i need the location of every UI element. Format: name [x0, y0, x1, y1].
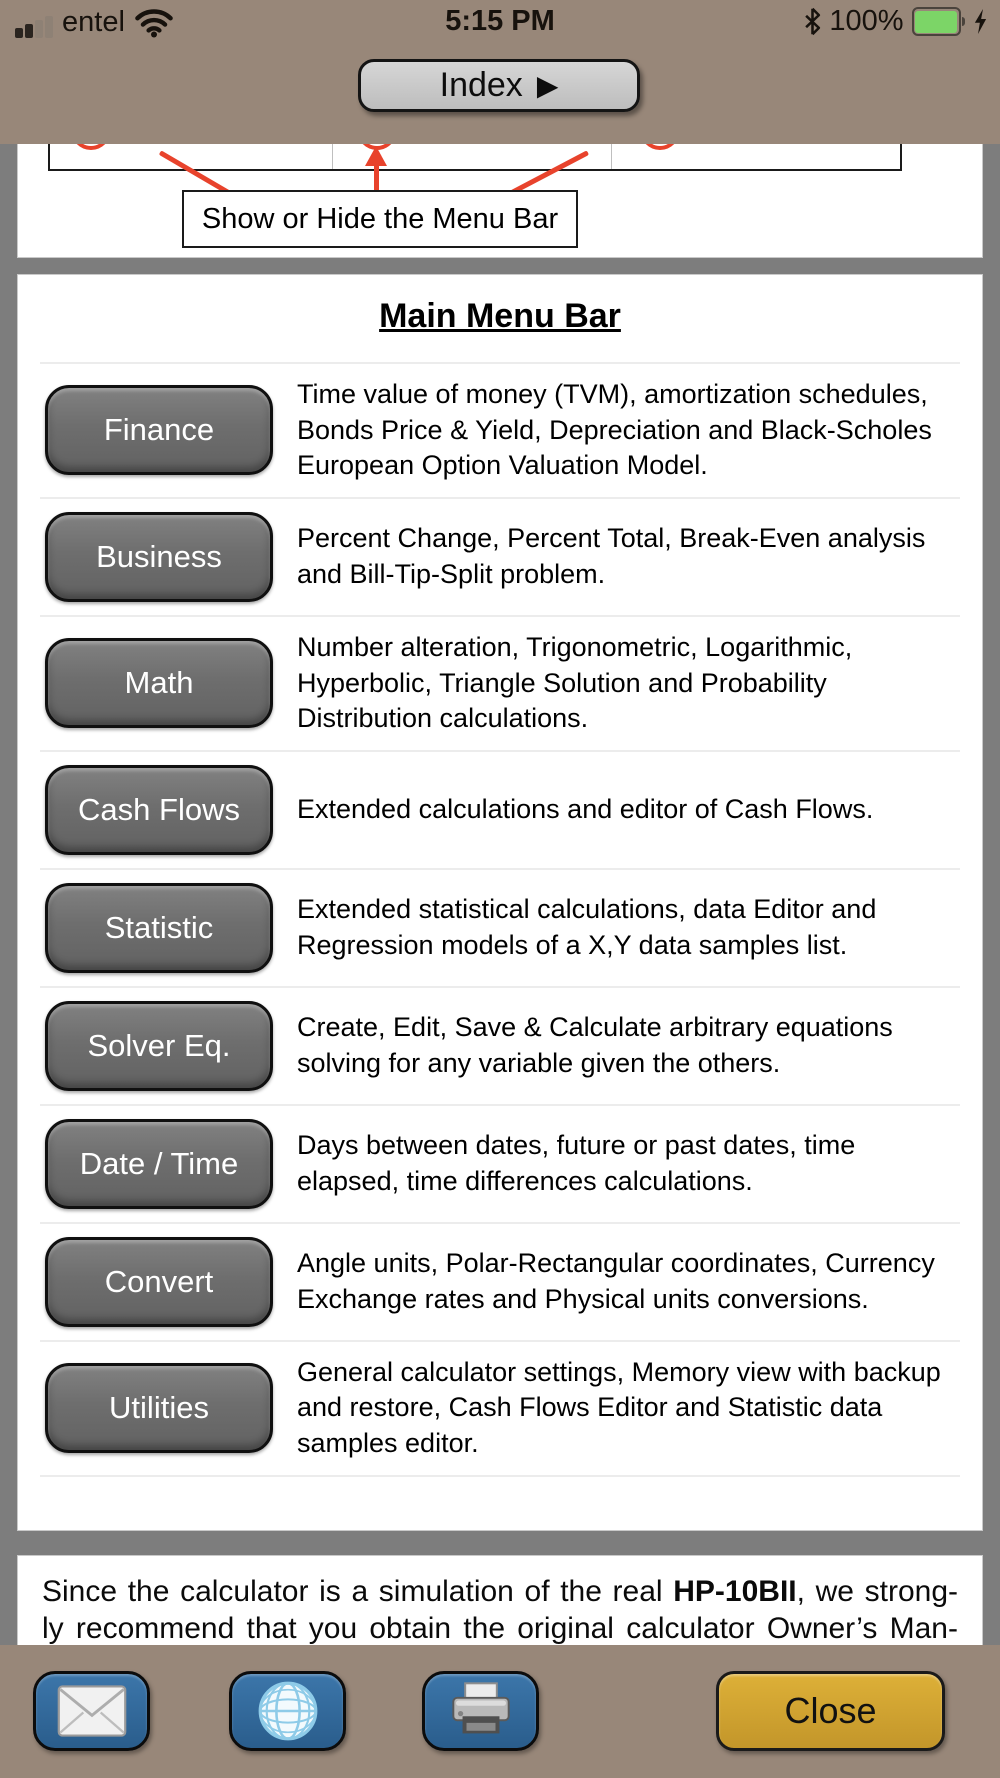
menu-row-cash-flows	[18, 752, 982, 868]
menu-row-solver-eq	[18, 988, 982, 1104]
close-button[interactable]: Close	[716, 1671, 945, 1751]
statistic-description: Extended statistical calculations, data Editor and Regression models of a X,Y data samples list.	[297, 894, 877, 960]
model-name: HP-10BII	[673, 1575, 797, 1608]
menu-row-math	[18, 617, 982, 750]
divider	[40, 1475, 960, 1477]
finance-button[interactable]: Finance	[45, 385, 273, 475]
menu-row-statistic	[18, 870, 982, 986]
menu-row-utilities	[18, 1342, 982, 1475]
note-line-1: Since the calculator is a simulation of the real HP-10BII, we strong-	[42, 1575, 958, 1608]
mail-icon	[56, 1685, 128, 1737]
printer-icon	[449, 1682, 513, 1740]
main-menu-panel	[18, 275, 982, 1530]
top-bar	[0, 0, 1000, 144]
mail-button[interactable]	[33, 1671, 150, 1751]
solver-eq-description: Create, Edit, Save & Calculate arbitrary equations solving for any variable given the others.	[297, 1012, 893, 1078]
globe-icon	[257, 1680, 319, 1742]
cash-flows-description: Extended calculations and editor of Cash Flows.	[297, 793, 874, 824]
business-button[interactable]: Business	[45, 512, 273, 602]
note-panel	[18, 1556, 982, 1645]
page-title: Main Menu Bar	[379, 297, 621, 335]
battery-percent-label: 100%	[829, 5, 904, 37]
convert-description: Angle units, Polar-Rectangular coordinates, Currency Exchange rates and Physical units conversions.	[297, 1248, 935, 1314]
business-description: Percent Change, Percent Total, Break-Even analysis and Bill-Tip-Split problem.	[297, 523, 926, 589]
cash-flows-button[interactable]: Cash Flows	[45, 765, 273, 855]
web-button[interactable]	[229, 1671, 346, 1751]
date-time-description: Days between dates, future or past dates, time elapsed, time differences calculations.	[297, 1130, 856, 1196]
forward-arrow-icon: ▶	[536, 70, 559, 101]
bluetooth-icon	[804, 7, 821, 36]
math-button[interactable]: Math	[45, 638, 273, 728]
finance-description: Time value of money (TVM), amortization schedules, Bonds Price & Yield, Depreciation and Black-Scholes European Option Valuation Model.	[297, 379, 932, 481]
date-time-button[interactable]: Date / Time	[45, 1119, 273, 1209]
index-button[interactable]	[358, 59, 640, 112]
clock: 5:15 PM	[445, 5, 555, 37]
status-right	[804, 5, 988, 38]
battery-icon	[912, 7, 966, 36]
statistic-button[interactable]: Statistic	[45, 883, 273, 973]
status-bar	[0, 0, 1000, 44]
annotation-arrowhead-icon	[365, 146, 387, 166]
menu-bar-table-illustration	[48, 144, 902, 171]
bottom-toolbar	[0, 1645, 1000, 1778]
annotation-arrow	[374, 164, 379, 191]
menu-row-date-time	[18, 1106, 982, 1222]
solver-eq-button[interactable]: Solver Eq.	[45, 1001, 273, 1091]
note-line-2: ly recommend that you obtain the original calculator Owner’s Man-	[42, 1612, 958, 1645]
utilities-button[interactable]: Utilities	[45, 1363, 273, 1453]
carrier-label: entel	[62, 6, 125, 38]
menu-row-finance	[18, 364, 982, 497]
menu-row-business	[18, 499, 982, 615]
charging-bolt-icon	[973, 8, 988, 35]
utilities-description: General calculator settings, Memory view with backup and restore, Cash Flows Editor and Statistic data samples editor.	[297, 1356, 941, 1458]
callout-label: Show or Hide the Menu Bar	[182, 190, 578, 248]
menu-row-convert	[18, 1224, 982, 1340]
note-text	[18, 1556, 982, 1645]
index-button-label: Index	[439, 66, 523, 104]
menu-bar-illustration-panel	[18, 144, 982, 257]
math-description: Number alteration, Trigonometric, Logarithmic, Hyperbolic, Triangle Solution and Probability Distribution calculations.	[297, 631, 853, 734]
print-button[interactable]	[422, 1671, 539, 1751]
convert-button[interactable]: Convert	[45, 1237, 273, 1327]
